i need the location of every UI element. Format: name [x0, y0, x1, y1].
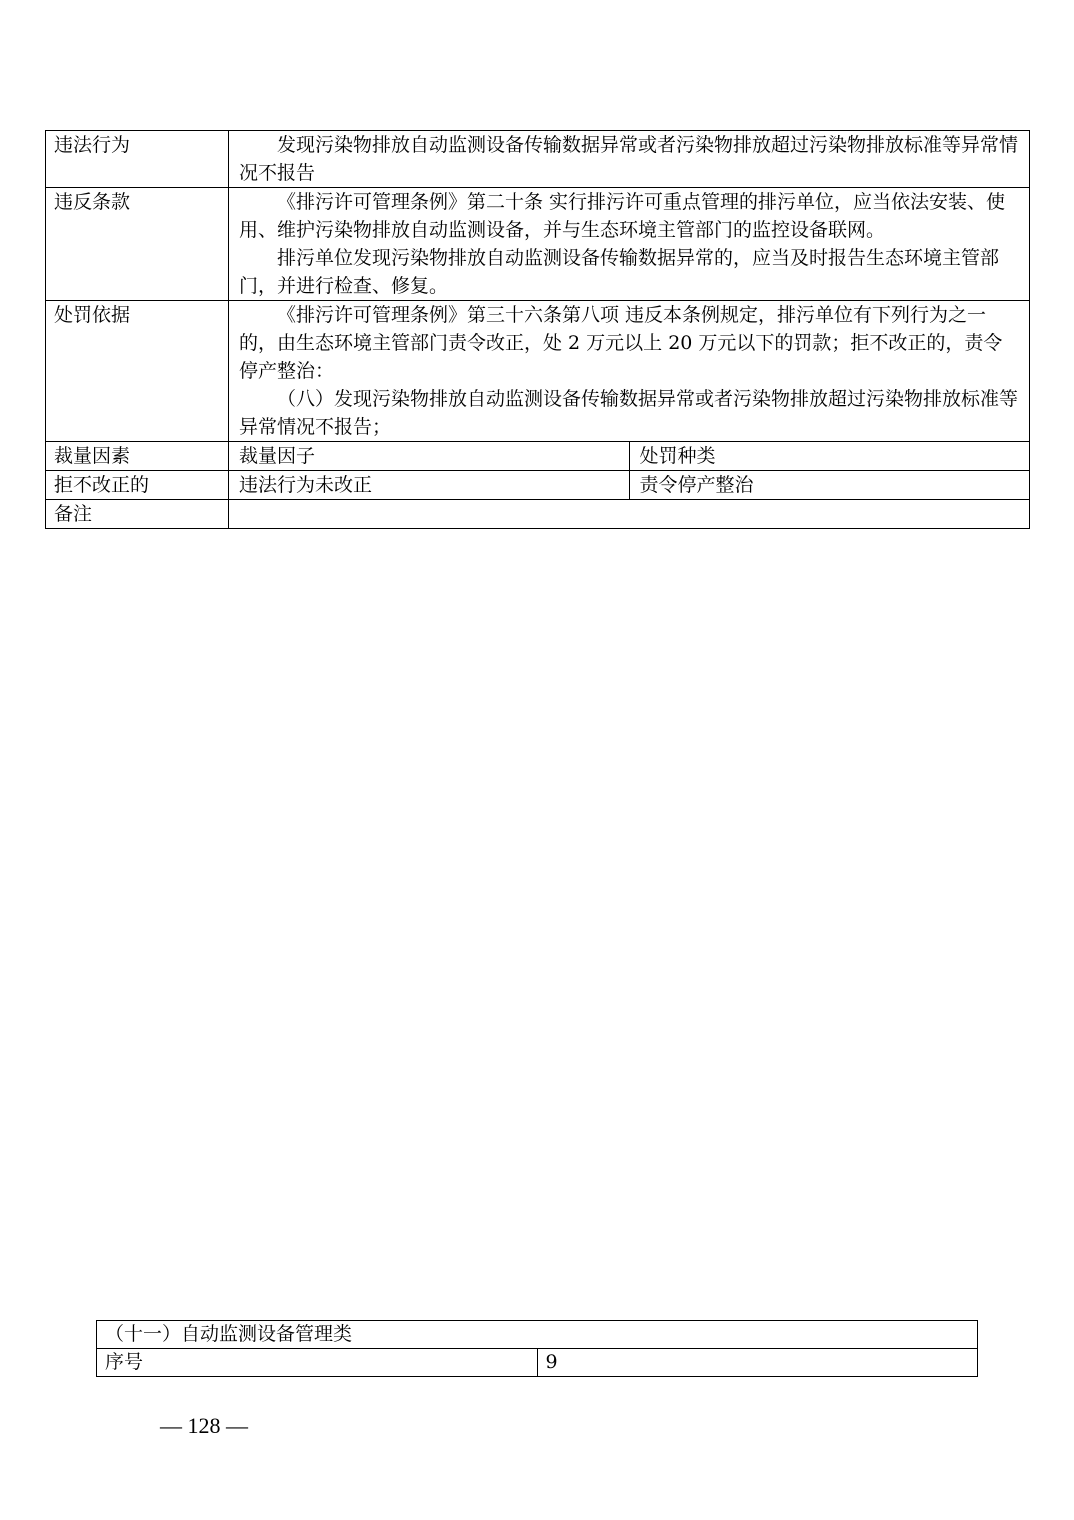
paragraph: 《排污许可管理条例》第三十六条第八项 违反本条例规定，排污单位有下列行为之一的，由生态环境主管部门责令改正，处 2 万元以上 20 万元以下的罚款；拒不改正的，责令停产整治： — [239, 304, 1003, 382]
row-label: 备注 — [46, 500, 229, 529]
table-row-section-title — [97, 1321, 978, 1349]
page-number: — 128 — — [160, 1413, 248, 1438]
serial-label: 序号 — [97, 1349, 538, 1377]
section-title: （十一）自动监测设备管理类 — [97, 1321, 978, 1349]
serial-value: 9 — [537, 1349, 978, 1377]
table-row-discretion — [46, 471, 1030, 500]
row-content — [229, 131, 1030, 188]
penalty-type: 责令停产整治 — [629, 471, 1030, 500]
paragraph: 排污单位发现污染物排放自动监测设备传输数据异常的，应当及时报告生态环境主管部门，并进行检查、修复。 — [239, 247, 1000, 297]
row-label: 违法行为 — [46, 131, 229, 188]
table-row-violation — [46, 131, 1030, 188]
paragraph: （八）发现污染物排放自动监测设备传输数据异常或者污染物排放超过污染物排放标准等异常情况不报告； — [239, 388, 1019, 438]
table-row-serial — [97, 1349, 978, 1377]
row-content — [229, 188, 1030, 301]
table-row-penalty-basis — [46, 301, 1030, 442]
next-section-table — [96, 1320, 978, 1377]
paragraph: 《排污许可管理条例》第二十条 实行排污许可重点管理的排污单位，应当依法安装、使用、维护污染物排放自动监测设备，并与生态环境主管部门的监控设备联网。 — [239, 191, 1006, 241]
remarks-value — [229, 500, 1030, 529]
table-row-violated-clause — [46, 188, 1030, 301]
row-label: 拒不改正的 — [46, 471, 229, 500]
table-row-discretion-header — [46, 442, 1030, 471]
violation-table — [45, 130, 1030, 529]
paragraph: 发现污染物排放自动监测设备传输数据异常或者污染物排放超过污染物排放标准等异常情况不报告 — [239, 134, 1019, 184]
row-label: 违反条款 — [46, 188, 229, 301]
row-content — [229, 301, 1030, 442]
row-label: 处罚依据 — [46, 301, 229, 442]
row-label: 裁量因素 — [46, 442, 229, 471]
discretion-factor: 违法行为未改正 — [229, 471, 630, 500]
table-row-remarks — [46, 500, 1030, 529]
penalty-type-header: 处罚种类 — [629, 442, 1030, 471]
discretion-factor-header: 裁量因子 — [229, 442, 630, 471]
